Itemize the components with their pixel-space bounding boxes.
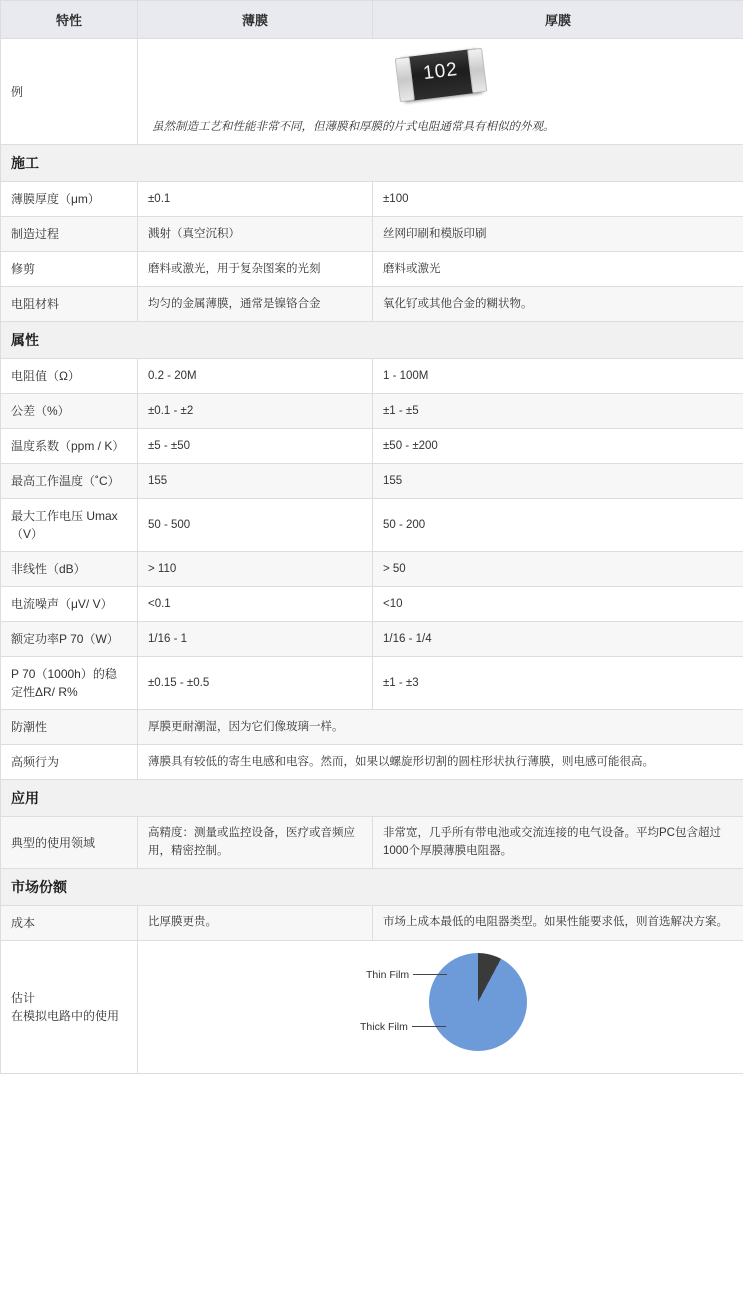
- cell-thin: 1/16 - 1: [138, 622, 373, 657]
- cell-thin: 高精度：测量或监控设备，医疗或音频应用，精密控制。: [138, 817, 373, 869]
- cell-thick: 非常宽，几乎所有带电池或交流连接的电气设备。平均PC包含超过1000个厚膜薄膜电阻器。: [373, 817, 743, 869]
- table-row-chart: [1, 940, 743, 1073]
- section-title-properties: 属性: [1, 322, 743, 359]
- cell-thick: 1 - 100M: [373, 359, 743, 394]
- cell-thin: 磨料或激光，用于复杂图案的光刻: [138, 252, 373, 287]
- cell-merged: 厚膜更耐潮湿，因为它们像玻璃一样。: [138, 710, 743, 745]
- cell-thick: 1/16 - 1/4: [373, 622, 743, 657]
- row-label-example: 例: [1, 39, 138, 145]
- table-row: [1, 657, 743, 710]
- row-label: 温度系数（ppm / K）: [1, 429, 138, 464]
- cell-thin: 155: [138, 464, 373, 499]
- row-label: 最大工作电压 Umax（V）: [1, 499, 138, 552]
- cell-thick: 丝网印刷和模版印刷: [373, 217, 743, 252]
- chip-resistor-illustration: [393, 42, 487, 108]
- table-header-row: [1, 1, 743, 39]
- cell-thick: 50 - 200: [373, 499, 743, 552]
- table-row-example: [1, 39, 743, 145]
- pie-label-thick-film: [360, 1021, 446, 1033]
- table-row: [1, 394, 743, 429]
- table-row: [1, 252, 743, 287]
- cell-thin: ±5 - ±50: [138, 429, 373, 464]
- cell-thin: 均匀的金属薄膜，通常是镍铬合金: [138, 287, 373, 322]
- example-image-cell: [138, 39, 743, 145]
- cell-thick: <10: [373, 587, 743, 622]
- pie-label-thick-film-text: Thick Film: [360, 1020, 408, 1033]
- leader-line-icon: [413, 974, 447, 975]
- table-row-merged: [1, 745, 743, 780]
- pie-chart-slices: [429, 953, 527, 1051]
- table-row: [1, 429, 743, 464]
- cell-thick: 155: [373, 464, 743, 499]
- section-title-applications: 应用: [1, 780, 743, 817]
- resistor-code-label: 102: [421, 58, 459, 85]
- table-row: [1, 287, 743, 322]
- row-label: 非线性（dB）: [1, 552, 138, 587]
- section-header-construction: [1, 145, 743, 182]
- row-label: 电阻材料: [1, 287, 138, 322]
- row-label: 修剪: [1, 252, 138, 287]
- row-label-estimate: [1, 940, 138, 1073]
- cell-thin: > 110: [138, 552, 373, 587]
- cell-thin: ±0.1: [138, 182, 373, 217]
- row-label: 额定功率P 70（W）: [1, 622, 138, 657]
- column-header-thin-film: 薄膜: [138, 1, 373, 39]
- row-label: 高频行为: [1, 745, 138, 780]
- table-row: [1, 359, 743, 394]
- cell-thick: ±100: [373, 182, 743, 217]
- table-row: [1, 552, 743, 587]
- table-row: [1, 499, 743, 552]
- cell-merged: 薄膜具有较低的寄生电感和电容。然而，如果以螺旋形切割的圆柱形状执行薄膜，则电感可能很高。: [138, 745, 743, 780]
- table-row: [1, 217, 743, 252]
- cell-thick: ±1 - ±5: [373, 394, 743, 429]
- market-share-chart-cell: [138, 940, 743, 1073]
- row-label: 电阻值（Ω）: [1, 359, 138, 394]
- cell-thin: <0.1: [138, 587, 373, 622]
- section-title-construction: 施工: [1, 145, 743, 182]
- cell-thick: > 50: [373, 552, 743, 587]
- section-header-applications: [1, 780, 743, 817]
- cell-thin: ±0.15 - ±0.5: [138, 657, 373, 710]
- row-label-estimate-line1: 估计: [11, 990, 36, 1005]
- cell-thin: ±0.1 - ±2: [138, 394, 373, 429]
- pie-label-thin-film-text: Thin Film: [366, 968, 410, 981]
- cell-thick: ±50 - ±200: [373, 429, 743, 464]
- row-label: 最高工作温度（˚C）: [1, 464, 138, 499]
- leader-line-icon: [412, 1026, 446, 1027]
- row-label: 薄膜厚度（μm）: [1, 182, 138, 217]
- cell-thin: 0.2 - 20M: [138, 359, 373, 394]
- table-row: [1, 182, 743, 217]
- section-header-properties: [1, 322, 743, 359]
- row-label: 成本: [1, 905, 138, 940]
- table-row: [1, 905, 743, 940]
- table-row: [1, 817, 743, 869]
- cell-thick: 市场上成本最低的电阻器类型。如果性能要求低，则首选解决方案。: [373, 905, 743, 940]
- table-header: [1, 1, 743, 39]
- row-label: 制造过程: [1, 217, 138, 252]
- table-body: [1, 39, 743, 1074]
- column-header-thick-film: 厚膜: [373, 1, 743, 39]
- table-row: [1, 587, 743, 622]
- row-label: 电流噪声（μV/ V）: [1, 587, 138, 622]
- cell-thin: 比厚膜更贵。: [138, 905, 373, 940]
- row-label: P 70（1000h）的稳定性ΔR/ R%: [1, 657, 138, 710]
- example-caption: 虽然制造工艺和性能非常不同，但薄膜和厚膜的片式电阻通常具有相似的外观。: [152, 121, 555, 133]
- row-label-estimate-line2: 在模拟电路中的使用: [11, 1008, 120, 1023]
- table-row: [1, 622, 743, 657]
- table-row: [1, 464, 743, 499]
- row-label: 防潮性: [1, 710, 138, 745]
- table-row-merged: [1, 710, 743, 745]
- cell-thick: 磨料或激光: [373, 252, 743, 287]
- row-label: 典型的使用领域: [1, 817, 138, 869]
- pie-chart: [148, 949, 733, 1065]
- row-label: 公差（%）: [1, 394, 138, 429]
- section-title-market-share: 市场份额: [1, 868, 743, 905]
- section-header-market-share: [1, 868, 743, 905]
- cell-thin: 50 - 500: [138, 499, 373, 552]
- cell-thin: 溅射（真空沉积）: [138, 217, 373, 252]
- cell-thick: ±1 - ±3: [373, 657, 743, 710]
- column-header-property: 特性: [1, 1, 138, 39]
- pie-label-thin-film: [366, 969, 447, 981]
- cell-thick: 氧化钌或其他合金的糊状物。: [373, 287, 743, 322]
